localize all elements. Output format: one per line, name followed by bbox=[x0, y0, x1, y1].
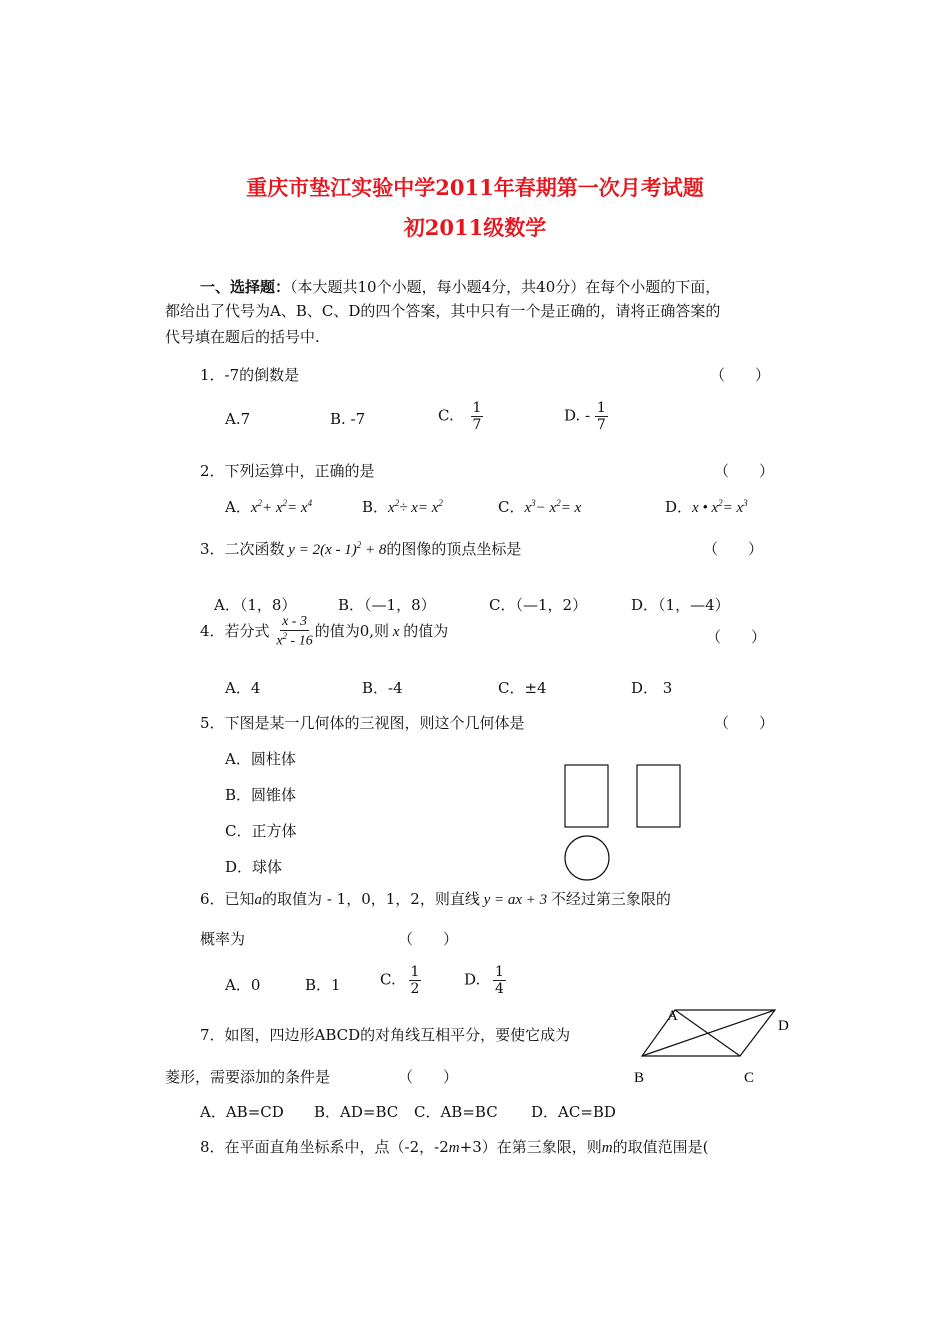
top-view-circle bbox=[565, 836, 609, 880]
q1-option-a: A.7 bbox=[225, 410, 251, 428]
fraction-denominator: 7 bbox=[472, 417, 482, 434]
q6-option-d bbox=[464, 964, 506, 997]
q3-option-c: C．（—1，2） bbox=[489, 596, 588, 614]
q4-option-a: A．4 bbox=[225, 679, 261, 697]
vertex-label-c: C bbox=[744, 1070, 755, 1086]
section-intro-line3: 代号填在题后的括号中. bbox=[165, 328, 320, 346]
q4-stem: 4．若分式 $\frac{x - 3}{x^2 - 16}$ 的值为0,则 x 的值为 bbox=[200, 614, 449, 649]
q1-option-d-fraction bbox=[595, 400, 608, 433]
q1-answer-bracket[interactable]: （ ） bbox=[710, 366, 771, 384]
side-view-rect bbox=[637, 765, 680, 827]
q2-option-a-expr: $x^2+ x^2= x^4$ bbox=[250, 498, 313, 516]
q5-answer-bracket[interactable]: （ ） bbox=[714, 714, 775, 732]
q8-stem: 8．在平面直角坐标系中，点（-2，-2m+3）在第三象限，则m的取值范围是( bbox=[200, 1138, 709, 1156]
q4-option-d: D． 3 bbox=[631, 679, 673, 697]
q5-three-views-figure bbox=[560, 760, 690, 885]
q2-option-d bbox=[665, 496, 748, 517]
q6-stem-mid: 的取值为 - 1，0，1，2，则直线 bbox=[262, 890, 480, 908]
q3-option-a: A．（1，8） bbox=[214, 596, 297, 614]
q2-option-d-expr: x • $x^2= x^3$ bbox=[692, 498, 748, 516]
q8-stem-mid: +3）在第三象限，则 bbox=[459, 1138, 602, 1156]
q2-option-d-label: D． bbox=[665, 498, 693, 516]
q7-stem-line2: 菱形，需要添加的条件是 bbox=[165, 1068, 331, 1086]
q1-option-c bbox=[438, 400, 483, 433]
q3-answer-bracket[interactable]: （ ） bbox=[703, 540, 764, 558]
page-subtitle: 初2011级数学 bbox=[403, 215, 547, 240]
q6-stem-post: 不经过第三象限的 bbox=[550, 890, 671, 908]
page-title: 重庆市垫江实验中学2011年春期第一次月考试题 bbox=[246, 175, 704, 200]
vertex-label-a: A bbox=[667, 1008, 678, 1024]
q3-function-expr: y = 2(x - 1)$^2$ + 8 bbox=[284, 540, 387, 558]
q7-option-a: A．AB=CD bbox=[200, 1103, 284, 1121]
q6-option-c-label: C. bbox=[380, 970, 396, 989]
fraction-denominator: 7 bbox=[596, 417, 606, 434]
q1-option-b: B. -7 bbox=[330, 410, 366, 428]
section-heading: 一、选择题： bbox=[200, 278, 291, 296]
fraction-denominator: 2 bbox=[410, 981, 420, 998]
q1-option-c-fraction bbox=[471, 400, 484, 433]
q5-stem: 5．下图是某一几何体的三视图，则这个几何体是 bbox=[200, 714, 525, 732]
q6-option-c-fraction bbox=[409, 964, 422, 997]
section-intro-text: （本大题共10个小题，每小题4分，共40分）在每个小题的下面， bbox=[290, 278, 721, 296]
fraction-numerator: 1 bbox=[410, 964, 420, 980]
q8-stem-pre: 8．在平面直角坐标系中，点（-2，-2 bbox=[200, 1138, 449, 1156]
q5-option-c: C．正方体 bbox=[225, 822, 297, 840]
q7-option-c: C．AB=BC bbox=[414, 1103, 498, 1121]
q1-option-d bbox=[564, 400, 608, 433]
q4-fraction bbox=[274, 614, 314, 650]
q7-option-d: D．AC=BD bbox=[531, 1103, 616, 1121]
vertex-label-b: B bbox=[634, 1070, 645, 1086]
q7-stem: 7．如图，四边形ABCD的对角线互相平分，要使它成为 bbox=[200, 1026, 571, 1044]
front-view-rect bbox=[565, 765, 608, 827]
diagonal-bd bbox=[642, 1010, 775, 1056]
q8-stem-post: 的取值范围是( bbox=[612, 1138, 709, 1156]
q2-option-b-expr: $x^2\div x= x^2$ bbox=[388, 498, 443, 516]
q6-option-b: B．1 bbox=[305, 976, 341, 994]
q6-option-d-label: D. bbox=[464, 970, 481, 989]
q2-option-b-label: B． bbox=[362, 498, 389, 516]
q4-option-b: B．-4 bbox=[362, 679, 403, 697]
q6-stem: 6．已知a的取值为 - 1，0，1，2，则直线 y = ax + 3 不经过第三象限的 bbox=[200, 890, 671, 908]
q4-option-c: C．±4 bbox=[498, 679, 547, 697]
fraction-numerator: 1 bbox=[495, 964, 504, 980]
q1-option-c-label: C. bbox=[438, 406, 454, 425]
section-intro-line2: 都给出了代号为A、B、C、D的四个答案，其中只有一个是正确的，请将正确答案的 bbox=[165, 302, 721, 320]
q2-option-b bbox=[362, 496, 443, 517]
q6-answer-bracket[interactable]: （ ） bbox=[398, 930, 459, 948]
fraction-numerator: x - 3 bbox=[280, 614, 309, 631]
q3-option-d: D．（1，—4） bbox=[631, 596, 730, 614]
q6-option-d-fraction bbox=[493, 964, 506, 997]
section-intro-line1 bbox=[200, 276, 720, 297]
q7-parallelogram-figure bbox=[630, 1000, 800, 1090]
q2-option-c bbox=[498, 496, 581, 517]
q3-stem bbox=[200, 538, 521, 559]
q4-stem-post: 的值为0,则 bbox=[314, 621, 390, 640]
q4-stem-end: 的值为 bbox=[403, 621, 449, 640]
fraction-numerator: 1 bbox=[596, 400, 606, 416]
q2-option-a-label: A． bbox=[225, 498, 251, 516]
q2-answer-bracket[interactable]: （ ） bbox=[714, 462, 775, 480]
q6-option-c bbox=[380, 964, 421, 997]
q3-stem-pre: 3．二次函数 bbox=[200, 540, 285, 558]
q6-stem-pre: 6．已知 bbox=[200, 890, 255, 908]
q3-stem-post: 的图像的顶点坐标是 bbox=[386, 540, 522, 558]
fraction-denominator: 4 bbox=[495, 981, 504, 998]
fraction-denominator: $x^2 - 16$ bbox=[276, 631, 313, 649]
vertex-label-d: D bbox=[778, 1018, 789, 1034]
q2-option-c-expr: $x^3- x^2= x$ bbox=[524, 498, 582, 516]
q4-answer-bracket[interactable]: （ ） bbox=[706, 628, 767, 646]
fraction-numerator: 1 bbox=[472, 400, 482, 416]
q1-stem: 1．-7的倒数是 bbox=[200, 366, 300, 384]
q5-option-b: B．圆锥体 bbox=[225, 786, 297, 804]
q6-stem-line2: 概率为 bbox=[200, 930, 246, 948]
q6-option-a: A．0 bbox=[225, 976, 261, 994]
q3-option-b: B．（—1，8） bbox=[338, 596, 436, 614]
q5-option-a: A．圆柱体 bbox=[225, 750, 296, 768]
q7-answer-bracket[interactable]: （ ） bbox=[398, 1068, 459, 1086]
q2-stem: 2．下列运算中，正确的是 bbox=[200, 462, 375, 480]
q7-option-b: B．AD=BC bbox=[314, 1103, 399, 1121]
q5-option-d: D．球体 bbox=[225, 858, 283, 876]
q4-stem-pre: 4．若分式 bbox=[200, 621, 270, 640]
q1-option-d-label: D. - bbox=[564, 406, 591, 425]
q2-option-a bbox=[225, 496, 312, 517]
q2-option-c-label: C． bbox=[498, 498, 525, 516]
